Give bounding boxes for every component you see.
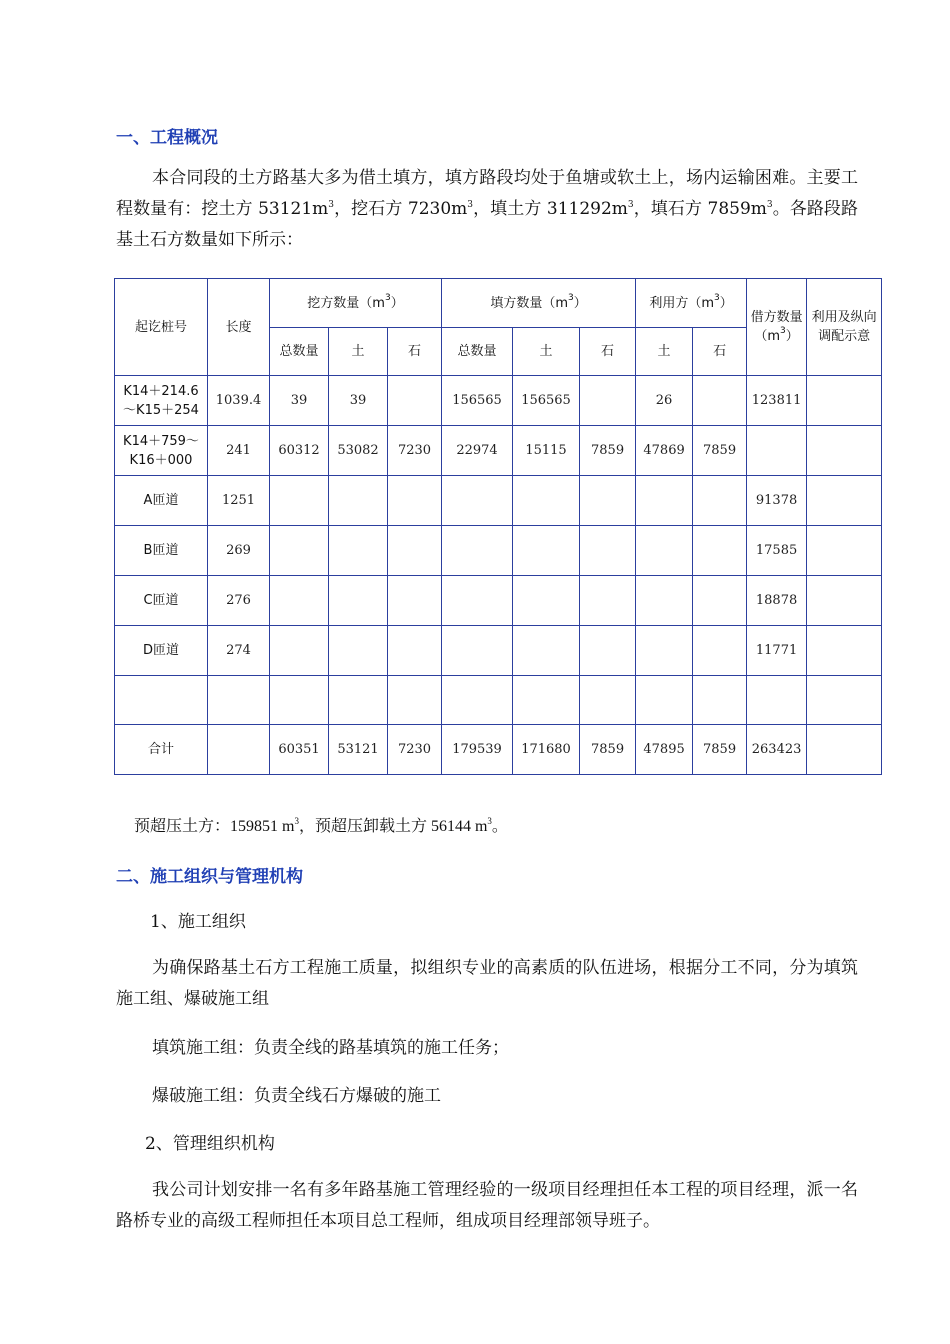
sub-use-stone: 石 [693, 328, 747, 376]
cell-use-soil: 47895 [636, 725, 693, 775]
cell-fill-soil [513, 576, 580, 626]
subheading-management: 2、管理组织机构 [145, 1134, 275, 1154]
cell-cut-soil [329, 626, 388, 676]
cell-cut-total [270, 626, 329, 676]
sub-cut-soil: 土 [329, 328, 388, 376]
cell-cut-soil: 53121 [329, 725, 388, 775]
cell-cut-soil [329, 476, 388, 526]
cell-borrow: 91378 [747, 476, 807, 526]
cell-fill-stone [580, 576, 636, 626]
cell-station: K14＋214.6～K15＋254 [115, 376, 208, 426]
cell-fill-stone [580, 626, 636, 676]
cell-adjust [807, 526, 882, 576]
cell-cut-stone [388, 676, 442, 725]
cell-cut-stone [388, 626, 442, 676]
cell-cut-total [270, 526, 329, 576]
cell-use-stone: 7859 [693, 426, 747, 476]
cell-cut-total [270, 576, 329, 626]
sub-cut-stone: 石 [388, 328, 442, 376]
cell-fill-total [442, 626, 513, 676]
table-row [115, 576, 882, 626]
cell-fill-total [442, 576, 513, 626]
cell-fill-soil: 156565 [513, 376, 580, 426]
cell-fill-total: 179539 [442, 725, 513, 775]
cell-length: 276 [208, 576, 270, 626]
cell-fill-soil [513, 476, 580, 526]
cell-adjust [807, 626, 882, 676]
paragraph-org: 为确保路基土石方工程施工质量，拟组织专业的高素质的队伍进场，根据分工不同，分为填筑施工组、爆破施工组 [116, 958, 858, 1009]
paragraph-fill-team: 填筑施工组：负责全线的路基填筑的施工任务； [152, 1038, 509, 1058]
cell-cut-stone: 7230 [388, 426, 442, 476]
cell-cut-soil: 53082 [329, 426, 388, 476]
table-row [115, 676, 882, 725]
header-use: 利用方$(m^3)$ [636, 279, 747, 328]
cell-cut-soil: 39 [329, 376, 388, 426]
cell-borrow: 11771 [747, 626, 807, 676]
paragraph-management: 我公司计划安排一名有多年路基施工管理经验的一级项目经理担任本工程的项目经理，派一名路桥专业的高级工程师担任本项目总工程师，组成项目经理部领导班子。 [116, 1180, 858, 1231]
cell-borrow: 17585 [747, 526, 807, 576]
cell-fill-soil [513, 626, 580, 676]
cell-adjust [807, 576, 882, 626]
cell-cut-stone: 7230 [388, 725, 442, 775]
cell-station: K14＋759～K16＋000 [115, 426, 208, 476]
cell-fill-total: 22974 [442, 426, 513, 476]
cell-adjust [807, 676, 882, 725]
cell-use-stone [693, 576, 747, 626]
cell-use-stone [693, 476, 747, 526]
cell-cut-total [270, 676, 329, 725]
cell-use-soil: 47869 [636, 426, 693, 476]
cell-fill-stone [580, 376, 636, 426]
header-fill: 填方数量$(m^3)$ [442, 279, 636, 328]
cell-adjust [807, 376, 882, 426]
cell-fill-stone: 7859 [580, 426, 636, 476]
cell-station: B匝道 [115, 526, 208, 576]
cell-fill-stone: 7859 [580, 725, 636, 775]
cell-use-soil [636, 526, 693, 576]
sub-cut-total: 总数量 [270, 328, 329, 376]
table-row [115, 376, 882, 426]
table-row [115, 526, 882, 576]
cell-station [115, 676, 208, 725]
cell-length: 269 [208, 526, 270, 576]
cell-cut-total: 60312 [270, 426, 329, 476]
cell-cut-stone [388, 576, 442, 626]
section2-heading: 二、施工组织与管理机构 [116, 867, 303, 887]
cell-length [208, 725, 270, 775]
cell-fill-stone [580, 476, 636, 526]
cell-borrow: 18878 [747, 576, 807, 626]
section1-intro: 本合同段的土方路基大多为借土填方，填方路段均处于鱼塘或软土上，场内运输困难。主要工程数量有：挖土方 $53121m^3$，挖石方 $7230m^3$，填土方 $311292m^3$，填石方 $7859m^3$。各路段路基土石方数量如下所示： [116, 168, 859, 250]
cell-fill-total [442, 526, 513, 576]
section1-heading: 一、工程概况 [116, 128, 218, 148]
cell-adjust [807, 426, 882, 476]
cell-cut-total: 39 [270, 376, 329, 426]
cell-fill-soil [513, 676, 580, 725]
cell-fill-stone [580, 676, 636, 725]
cell-cut-soil [329, 526, 388, 576]
cell-cut-soil [329, 576, 388, 626]
cell-length [208, 676, 270, 725]
table-row [115, 476, 882, 526]
preload-line: 预超压土方：159851 $m^3$，预超压卸载土方 56144 $m^3$。 [134, 816, 508, 835]
cell-cut-stone [388, 376, 442, 426]
cell-use-stone [693, 526, 747, 576]
cell-fill-soil: 15115 [513, 426, 580, 476]
header-station: 起讫桩号 [115, 279, 208, 376]
sub-use-soil: 土 [636, 328, 693, 376]
cell-borrow: 123811 [747, 376, 807, 426]
cell-use-stone [693, 376, 747, 426]
cell-fill-soil: 171680 [513, 725, 580, 775]
sub-fill-soil: 土 [513, 328, 580, 376]
cell-cut-stone [388, 526, 442, 576]
cell-station: C匝道 [115, 576, 208, 626]
cell-length: 1039.4 [208, 376, 270, 426]
cell-fill-soil [513, 526, 580, 576]
header-length: 长度 [208, 279, 270, 376]
cell-adjust [807, 476, 882, 526]
cell-use-stone [693, 676, 747, 725]
cell-station: 合计 [115, 725, 208, 775]
cell-adjust [807, 725, 882, 775]
table-row-total [115, 725, 882, 775]
cell-station: D匝道 [115, 626, 208, 676]
cell-use-soil [636, 676, 693, 725]
cell-use-stone: 7859 [693, 725, 747, 775]
cell-cut-soil [329, 676, 388, 725]
cell-use-soil [636, 576, 693, 626]
cell-fill-total [442, 476, 513, 526]
table-row [115, 426, 882, 476]
cell-cut-stone [388, 476, 442, 526]
cell-borrow [747, 426, 807, 476]
cell-use-soil [636, 626, 693, 676]
cell-length: 274 [208, 626, 270, 676]
cell-use-stone [693, 626, 747, 676]
cell-borrow: 263423 [747, 725, 807, 775]
cell-fill-total [442, 676, 513, 725]
cell-cut-total [270, 476, 329, 526]
paragraph-blast-team: 爆破施工组：负责全线石方爆破的施工 [152, 1086, 441, 1106]
cell-station: A匝道 [115, 476, 208, 526]
cell-use-soil: 26 [636, 376, 693, 426]
table-row [115, 626, 882, 676]
earthwork-table [114, 278, 882, 775]
header-borrow: 借方数量$(m^3)$ [747, 279, 807, 376]
cell-length: 1251 [208, 476, 270, 526]
header-adjust: 利用及纵向调配示意 [807, 279, 882, 376]
subheading-construction-org: 1、施工组织 [150, 912, 246, 932]
sub-fill-stone: 石 [580, 328, 636, 376]
cell-borrow [747, 676, 807, 725]
cell-length: 241 [208, 426, 270, 476]
cell-fill-total: 156565 [442, 376, 513, 426]
cell-cut-total: 60351 [270, 725, 329, 775]
sub-fill-total: 总数量 [442, 328, 513, 376]
table-body [115, 376, 882, 775]
cell-fill-stone [580, 526, 636, 576]
cell-use-soil [636, 476, 693, 526]
header-cut: 挖方数量$(m^3)$ [270, 279, 442, 328]
